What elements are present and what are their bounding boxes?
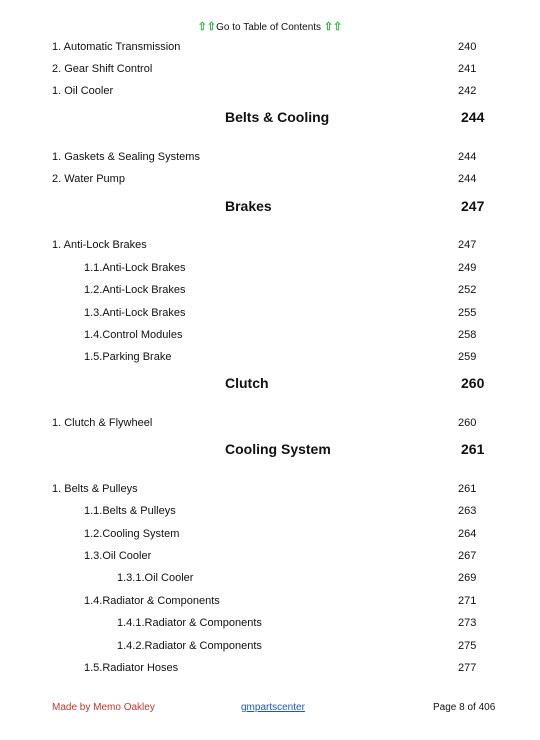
toc-entry[interactable] xyxy=(0,85,540,103)
toc-entry[interactable] xyxy=(0,662,540,680)
section-page: 247 xyxy=(461,198,485,214)
entry-page: 269 xyxy=(458,572,477,584)
entry-label: 1.2.Anti-Lock Brakes xyxy=(84,284,186,296)
entry-label: 1.4.1.Radiator & Components xyxy=(117,617,262,629)
entry-label: 1.4.Radiator & Components xyxy=(84,595,220,607)
entry-page: 242 xyxy=(458,85,477,97)
entry-label: 1. Gaskets & Sealing Systems xyxy=(52,151,200,163)
toc-entry[interactable] xyxy=(0,262,540,280)
section-page: 261 xyxy=(461,441,485,457)
section-page: 244 xyxy=(461,109,485,125)
entry-label: 1.3.Oil Cooler xyxy=(84,550,152,562)
entry-page: 264 xyxy=(458,528,477,540)
entry-label: 1.3.1.Oil Cooler xyxy=(117,572,194,584)
toc-entry[interactable] xyxy=(0,173,540,191)
up-arrow-icon: ⇧⇧ xyxy=(323,21,343,33)
toc-entry[interactable] xyxy=(0,284,540,302)
toc-entry[interactable] xyxy=(0,617,540,635)
entry-page: 255 xyxy=(458,307,477,319)
toc-entry[interactable] xyxy=(0,550,540,568)
entry-page: 263 xyxy=(458,505,477,517)
entry-page: 258 xyxy=(458,329,477,341)
entry-page: 252 xyxy=(458,284,477,296)
toc-entry[interactable] xyxy=(0,151,540,169)
toc-entry[interactable] xyxy=(0,41,540,59)
entry-page: 249 xyxy=(458,262,477,274)
entry-page: 261 xyxy=(458,483,477,495)
go-to-toc-link[interactable] xyxy=(0,20,540,33)
entry-label: 1. Automatic Transmission xyxy=(52,41,181,53)
footer-page-number: Page 8 of 406 xyxy=(433,702,496,713)
entry-label: 2. Water Pump xyxy=(52,173,125,185)
section-heading[interactable] xyxy=(0,109,540,129)
section-title: Cooling System xyxy=(225,441,331,457)
section-heading[interactable] xyxy=(0,441,540,461)
entry-label: 1.1.Anti-Lock Brakes xyxy=(84,262,186,274)
entry-label: 1. Anti-Lock Brakes xyxy=(52,239,147,251)
entry-page: 240 xyxy=(458,41,477,53)
entry-label: 1. Clutch & Flywheel xyxy=(52,417,153,429)
footer-site-link[interactable]: gmpartscenter xyxy=(241,702,305,713)
toc-entry[interactable] xyxy=(0,595,540,613)
entry-page: 273 xyxy=(458,617,477,629)
toc-entry[interactable] xyxy=(0,63,540,81)
entry-page: 247 xyxy=(458,239,477,251)
entry-label: 2. Gear Shift Control xyxy=(52,63,153,75)
toc-entry[interactable] xyxy=(0,307,540,325)
section-title: Belts & Cooling xyxy=(225,109,330,125)
entry-page: 244 xyxy=(458,173,477,185)
entry-page: 259 xyxy=(458,351,477,363)
toc-entry[interactable] xyxy=(0,351,540,369)
toc-entry[interactable] xyxy=(0,640,540,658)
entry-label: 1.5.Parking Brake xyxy=(84,351,172,363)
entry-label: 1.4.2.Radiator & Components xyxy=(117,640,262,652)
entry-label: 1.4.Control Modules xyxy=(84,329,183,341)
entry-label: 1.2.Cooling System xyxy=(84,528,180,540)
entry-label: 1.1.Belts & Pulleys xyxy=(84,505,176,517)
entry-label: 1.3.Anti-Lock Brakes xyxy=(84,307,186,319)
up-arrow-icon: ⇧⇧ xyxy=(197,21,217,33)
section-title: Brakes xyxy=(225,198,272,214)
toc-entry[interactable] xyxy=(0,572,540,590)
entry-label: 1. Belts & Pulleys xyxy=(52,483,138,495)
entry-page: 241 xyxy=(458,63,477,75)
entry-page: 244 xyxy=(458,151,477,163)
toc-link-label: Go to Table of Contents xyxy=(216,22,322,33)
entry-page: 260 xyxy=(458,417,477,429)
section-heading[interactable] xyxy=(0,375,540,395)
toc-entry[interactable] xyxy=(0,528,540,546)
entry-page: 277 xyxy=(458,662,477,674)
entry-page: 275 xyxy=(458,640,477,652)
entry-label: 1.5.Radiator Hoses xyxy=(84,662,179,674)
footer-author: Made by Memo Oakley xyxy=(52,702,155,713)
page-footer xyxy=(0,702,540,718)
toc-entry[interactable] xyxy=(0,483,540,501)
section-heading[interactable] xyxy=(0,198,540,218)
section-title: Clutch xyxy=(225,375,269,391)
section-page: 260 xyxy=(461,375,485,391)
toc-entry[interactable] xyxy=(0,505,540,523)
entry-label: 1. Oil Cooler xyxy=(52,85,114,97)
toc-entry[interactable] xyxy=(0,417,540,435)
toc-entry[interactable] xyxy=(0,239,540,257)
entry-page: 267 xyxy=(458,550,477,562)
entry-page: 271 xyxy=(458,595,477,607)
toc-entry[interactable] xyxy=(0,329,540,347)
